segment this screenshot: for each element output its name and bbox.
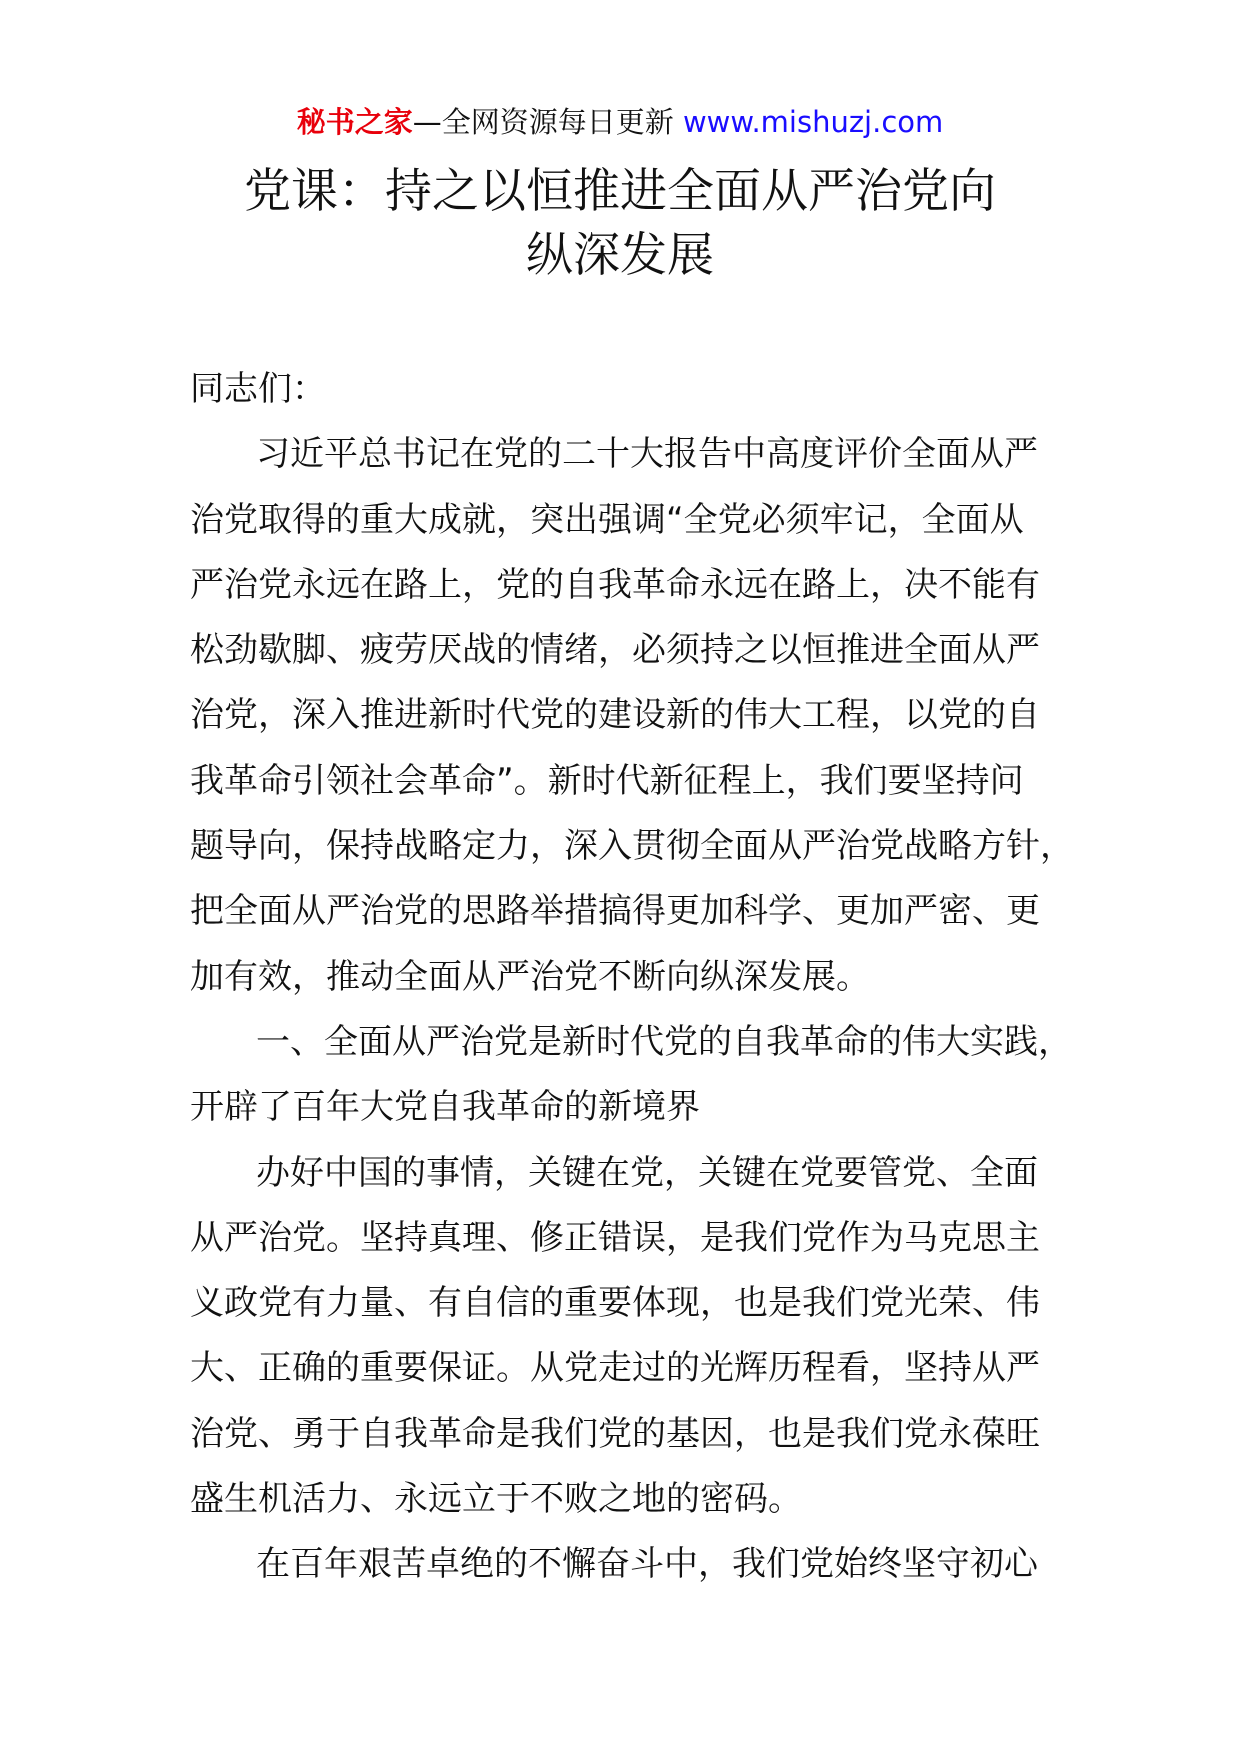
body-line: 治党，深入推进新时代党的建设新的伟大工程，以党的自: [190, 695, 1040, 736]
document-title: [180, 160, 1060, 288]
body-line: 大、正确的重要保证。从党走过的光辉历程看，坚持从严: [190, 1348, 1040, 1389]
title-line-1: 党课：持之以恒推进全面从严治党向: [244, 164, 996, 219]
header-tagline: —全网资源每日更新: [412, 105, 683, 139]
section-heading-line: 开辟了百年大党自我革命的新境界: [190, 1087, 700, 1128]
body-line: 治党、勇于自我革命是我们党的基因，也是我们党永葆旺: [190, 1413, 1040, 1454]
body-line: 办好中国的事情，关键在党，关键在党要管党、全面: [256, 1152, 1038, 1193]
brand-name: 秘书之家: [296, 105, 413, 139]
body-line: 把全面从严治党的思路举措搞得更加科学、更加严密、更: [190, 891, 1040, 932]
body-line: 盛生机活力、永远立于不败之地的密码。: [190, 1479, 802, 1520]
document-body: [190, 357, 1074, 1598]
body-line: 题导向，保持战略定力，深入贯彻全面从严治党战略方针，: [190, 826, 1074, 867]
body-line: 松劲歇脚、疲劳厌战的情绪，必须持之以恒推进全面从严: [190, 630, 1040, 671]
site-url-link[interactable]: www.mishuzj.com: [682, 105, 944, 139]
body-line: 我革命引领社会革命”。新时代新征程上，我们要坚持问: [190, 760, 1024, 801]
body-line: 习近平总书记在党的二十大报告中高度评价全面从严: [256, 434, 1038, 475]
body-line: 治党取得的重大成就，突出强调“全党必须牢记，全面从: [190, 499, 1024, 540]
body-line: 严治党永远在路上，党的自我革命永远在路上，决不能有: [190, 564, 1040, 605]
body-line: 加有效，推动全面从严治党不断向纵深发展。: [190, 956, 870, 997]
body-line: 义政党有力量、有自信的重要体现，也是我们党光荣、伟: [190, 1283, 1040, 1324]
site-header: [0, 102, 1240, 142]
body-line: 从严治党。坚持真理、修正错误，是我们党作为马克思主: [190, 1217, 1040, 1258]
body-line: 在百年艰苦卓绝的不懈奋斗中，我们党始终坚守初心: [256, 1544, 1038, 1585]
title-line-2: 纵深发展: [526, 228, 714, 283]
salutation: 同志们：: [190, 369, 326, 409]
section-heading-line: 一、全面从严治党是新时代党的自我革命的伟大实践，: [256, 1021, 1072, 1062]
